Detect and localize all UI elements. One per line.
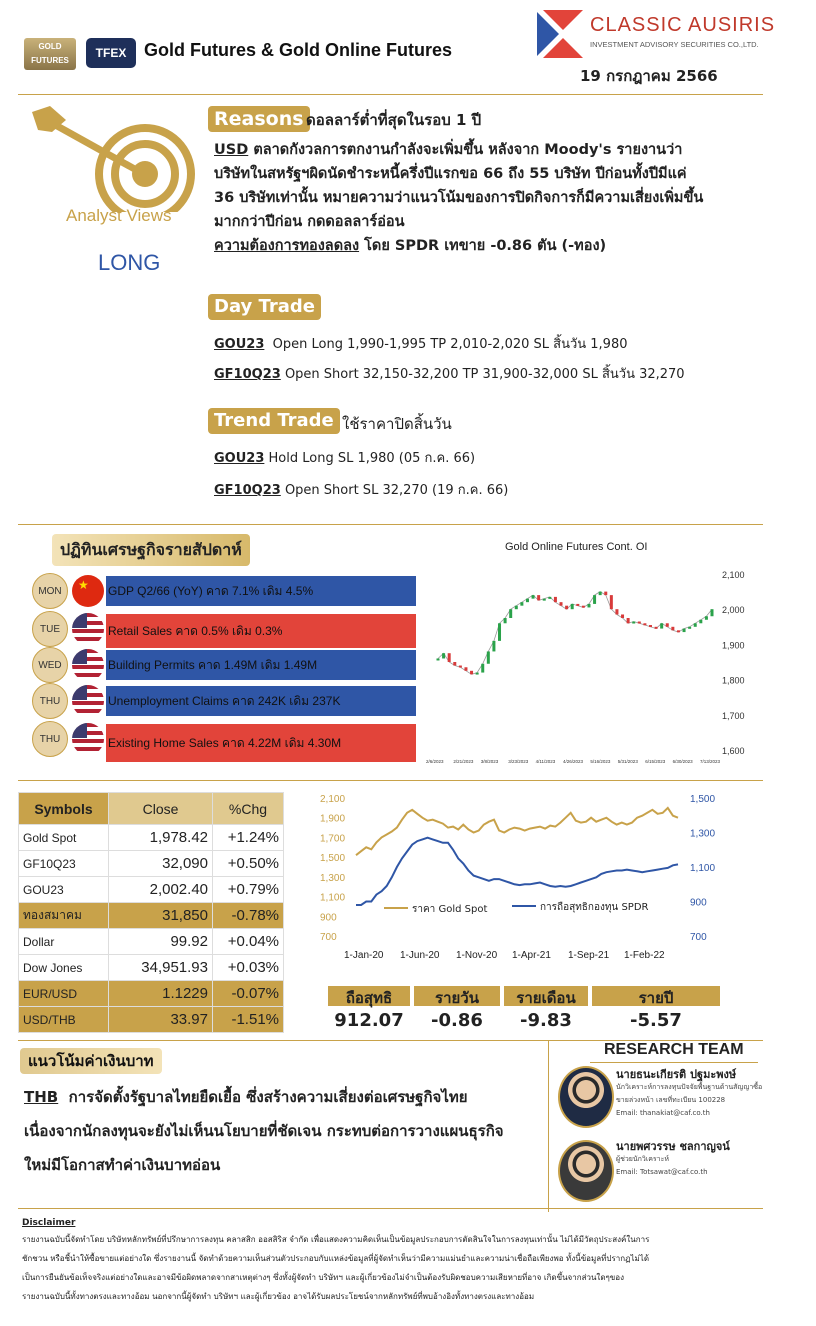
- us-flag-icon: [72, 649, 104, 681]
- gold-futures-logo: [24, 38, 76, 70]
- cell-close: 99.92: [109, 929, 213, 955]
- candle: [532, 595, 535, 599]
- cell-sym: GOU23: [19, 877, 109, 903]
- usd-paragraph: [214, 138, 703, 258]
- section-divider-1: [18, 524, 763, 525]
- cell-chg: +0.03%: [213, 955, 284, 981]
- cell-sym: Dollar: [19, 929, 109, 955]
- y-right-tick-label: 700: [690, 932, 707, 943]
- analyst-views-label: Analyst Views: [66, 206, 172, 225]
- candle: [492, 641, 495, 652]
- y-tick-label: 1,900: [722, 640, 745, 651]
- y-right-tick-label: 1,500: [690, 794, 716, 805]
- candle: [627, 618, 630, 623]
- candle: [442, 653, 445, 658]
- candle: [543, 599, 546, 601]
- cell-close: 31,850: [109, 903, 213, 929]
- event-day-badge: WED: [32, 647, 68, 683]
- calendar-title: ปฏิทินเศรษฐกิจรายสัปดาห์: [52, 534, 250, 566]
- y-left-tick-label: 1,700: [320, 833, 346, 845]
- cell-close: 2,002.40: [109, 877, 213, 903]
- day-trade-2-symbol: GF10Q23: [214, 367, 281, 382]
- candle: [515, 606, 518, 610]
- y-right-tick-label: 1,100: [690, 863, 716, 874]
- y-tick-label: 1,600: [722, 746, 745, 756]
- y-right-tick-label: 1,300: [690, 828, 716, 840]
- candle: [632, 622, 635, 624]
- researcher-1-role-2: ขายล่วงหน้า เลขที่ทะเบียน 100228: [616, 1096, 726, 1104]
- stat-header: รายเดือน: [504, 986, 588, 1006]
- y-left-tick-label: 1,900: [320, 813, 346, 825]
- table-row: [19, 929, 284, 955]
- oi-chart-title: Gold Online Futures Cont. OI: [505, 541, 648, 553]
- event-day-badge: THU: [32, 721, 68, 757]
- us-flag-icon: [72, 613, 104, 645]
- candle: [587, 604, 590, 608]
- section-divider-4: [18, 1208, 763, 1209]
- china-flag-icon: ★: [72, 575, 104, 607]
- usd-text-1: ตลาดกังวลการตกงานกำลังจะเพิ่มขึ้น หลังจาก Moody's รายงานว่า: [253, 142, 683, 158]
- baht-label: THB: [24, 1088, 59, 1106]
- candle: [526, 599, 529, 603]
- research-title: RESEARCH TEAM: [604, 1041, 744, 1058]
- candle: [683, 629, 686, 633]
- researcher-1-email: Email: thanakiat@caf.co.th: [616, 1109, 710, 1117]
- baht-text-3: ใหม่มีโอกาสทำค่าเงินบาทอ่อน: [24, 1156, 221, 1174]
- x-tick-label: 1-Feb-22: [624, 950, 665, 961]
- candle: [694, 623, 697, 627]
- us-flag-icon: [72, 685, 104, 717]
- candle: [554, 597, 557, 602]
- demand-text: โดย SPDR เทขาย -0.86 ตัน (-ทอง): [364, 238, 607, 254]
- series-line: [438, 592, 712, 675]
- cell-close: 1.1229: [109, 981, 213, 1007]
- cell-sym: Dow Jones: [19, 955, 109, 981]
- candle: [711, 609, 714, 616]
- candle: [565, 606, 568, 610]
- event-item: Existing Home Sales คาด 4.22M เดิม 4.30M: [106, 724, 416, 762]
- cell-chg: -1.51%: [213, 1007, 284, 1033]
- cell-chg: +1.24%: [213, 825, 284, 851]
- researcher-2: [616, 1140, 730, 1179]
- y-left-tick-label: 2,100: [320, 794, 346, 805]
- tfex-logo: [86, 38, 136, 68]
- candle: [677, 630, 680, 632]
- usd-text-4: มากกว่าปีก่อน กดดอลลาร์อ่อน: [214, 214, 405, 230]
- day-trade-line-2: [214, 363, 685, 384]
- candle: [666, 623, 669, 627]
- gold-spot-line: [356, 808, 678, 855]
- candle: [437, 658, 440, 660]
- section-divider-2: [18, 780, 763, 781]
- stat-value: -0.86: [431, 1010, 483, 1031]
- candle: [487, 651, 490, 663]
- y-tick-label: 2,100: [722, 570, 745, 580]
- tfex-logo-text: TFEX: [95, 46, 127, 60]
- cell-sym: EUR/USD: [19, 981, 109, 1007]
- cell-sym: GF10Q23: [19, 851, 109, 877]
- table-row: [19, 851, 284, 877]
- y-left-tick-label: 1,100: [320, 892, 346, 904]
- candle: [688, 627, 691, 629]
- baht-text-2: เนื่องจากนักลงทุนจะยังไม่เห็นนโยบายที่ชัดเจน กระทบต่อการวางแผนธุรกิจ: [24, 1122, 504, 1140]
- candle: [476, 673, 479, 675]
- y-tick-label: 1,700: [722, 710, 745, 721]
- stat-value: -5.57: [630, 1010, 682, 1031]
- candle: [498, 623, 501, 641]
- y-left-tick-label: 1,300: [320, 872, 346, 884]
- x-tick-label: 1-Jan-20: [344, 950, 384, 961]
- avatar: [558, 1066, 614, 1128]
- candle: [660, 623, 663, 628]
- day-trade-line-1: [214, 333, 628, 354]
- event-item: GDP Q2/66 (YoY) คาด 7.1% เดิม 4.5%: [106, 576, 416, 606]
- brand-name: CLASSIC AUSIRIS: [590, 14, 776, 36]
- candle: [621, 614, 624, 618]
- candle: [453, 662, 456, 666]
- x-tick-label: 5/31/2023: [617, 759, 638, 764]
- trend-trade-note: ใช้ราคาปิดสิ้นวัน: [342, 415, 452, 433]
- candle: [470, 671, 473, 675]
- researcher-1: [616, 1068, 762, 1120]
- trend-trade-line-2: [214, 479, 508, 500]
- us-flag-icon: [72, 723, 104, 755]
- y-tick-label: 2,000: [722, 605, 745, 616]
- day-trade-1-symbol: GOU23: [214, 337, 265, 352]
- demand-label: ความต้องการทองลดลง: [214, 238, 360, 254]
- x-tick-label: 2/6/2023: [426, 759, 444, 764]
- usd-text-2: บริษัทในสหรัฐฯผิดนัดชำระหนี้ครึ่งปีแรกขอ 66 ถึง 55 บริษัท ปีก่อนทั้งปีมีแค่: [214, 166, 687, 182]
- researcher-1-role: นักวิเคราะห์การลงทุนปัจจัยพื้นฐานด้านสัญญาซื้อ: [616, 1083, 763, 1091]
- candle: [643, 623, 646, 625]
- event-item: Unemployment Claims คาด 242K เดิม 237K: [106, 686, 416, 716]
- x-tick-label: 1-Nov-20: [456, 950, 498, 961]
- reasons-badge: Reasons: [208, 106, 310, 132]
- header-close: Close: [109, 793, 213, 825]
- x-tick-label: 5/16/2023: [590, 759, 611, 764]
- event-day-badge: MON: [32, 573, 68, 609]
- x-tick-label: 3/23/2023: [508, 759, 529, 764]
- disclaimer-title: Disclaimer: [22, 1218, 76, 1228]
- trend-trade-badge: Trend Trade: [208, 408, 340, 434]
- stat-header: รายวัน: [414, 986, 500, 1006]
- stat-value: 912.07: [334, 1010, 404, 1031]
- research-title-underline: [590, 1062, 758, 1063]
- header-symbols: Symbols: [19, 793, 109, 825]
- candle: [537, 595, 540, 600]
- trend-trade-1-symbol: GOU23: [214, 451, 265, 466]
- trend-trade-1-text: Hold Long SL 1,980 (05 ก.ค. 66): [268, 451, 476, 466]
- candle: [699, 620, 702, 624]
- candle: [548, 597, 551, 599]
- avatar: [558, 1140, 614, 1202]
- disclaimer: [22, 1216, 802, 1306]
- disclaimer-line-2: ชักชวน หรือชี้นำให้ซื้อขายแต่อย่างใด ซึ่งรายงานนี้ จัดทำด้วยความเห็นส่วนตัวประกอบกับแหล่งข้อมูลที่ผู้จัดทำเห็นว่ามีความแม่นยำและความน่าเชื่อถือเพียงพอ ทั้งนี้ข้อมูลที่ปรากฏไม่ได้: [22, 1254, 650, 1263]
- x-tick-label: 6/30/2023: [672, 759, 693, 764]
- y-right-tick-label: 900: [690, 897, 707, 909]
- candle: [610, 595, 613, 609]
- y-left-tick-label: 900: [320, 912, 337, 924]
- day-trade-badge: Day Trade: [208, 294, 321, 320]
- candle: [448, 653, 451, 662]
- candle: [615, 609, 618, 614]
- x-tick-label: 6/15/2023: [645, 759, 666, 764]
- table-row: [19, 825, 284, 851]
- researcher-2-role: ผู้ช่วยนักวิเคราะห์: [616, 1155, 669, 1163]
- candle: [571, 604, 574, 609]
- research-divider: [548, 1040, 549, 1212]
- candle: [638, 622, 641, 624]
- candle: [464, 667, 467, 671]
- spdr-chart: [318, 786, 728, 966]
- day-trade-2-text: Open Short 32,150-32,200 TP 31,900-32,000 SL สิ้นวัน 32,270: [284, 367, 685, 382]
- table-row: [19, 981, 284, 1007]
- x-tick-label: 4/11/2023: [535, 759, 556, 764]
- spdr-holdings-line: [356, 838, 678, 905]
- candle: [576, 604, 579, 606]
- candle: [582, 606, 585, 608]
- oi-chart: [420, 560, 760, 770]
- candle: [705, 616, 708, 620]
- x-tick-label: 3/8/2023: [480, 759, 499, 764]
- day-trade-1-text: Open Long 1,990-1,995 TP 2,010-2,020 SL สิ้นวัน 1,980: [272, 337, 628, 352]
- page-title: Gold Futures & Gold Online Futures: [144, 40, 453, 60]
- cell-close: 32,090: [109, 851, 213, 877]
- header-chg: %Chg: [213, 793, 284, 825]
- researcher-2-name: นายพศวรรษ ชลกาญจน์: [616, 1140, 730, 1153]
- table-row: [19, 955, 284, 981]
- brand-subtitle: INVESTMENT ADVISORY SECURITIES CO.,LTD.: [590, 40, 759, 49]
- trend-trade-2-text: Open Short SL 32,270 (19 ก.ค. 66): [284, 483, 509, 498]
- trend-trade-line-1: [214, 447, 475, 468]
- stat-header: รายปี: [592, 986, 720, 1006]
- candle: [520, 602, 523, 606]
- y-tick-label: 1,800: [722, 675, 745, 686]
- cell-close: 1,978.42: [109, 825, 213, 851]
- cell-chg: +0.50%: [213, 851, 284, 877]
- x-tick-label: 7/13/2023: [700, 759, 721, 764]
- event-day-badge: THU: [32, 683, 68, 719]
- y-left-tick-label: 700: [320, 932, 337, 943]
- candle: [560, 602, 563, 606]
- cell-chg: -0.78%: [213, 903, 284, 929]
- candle: [459, 666, 462, 668]
- baht-paragraph: [24, 1080, 504, 1182]
- cell-close: 33.97: [109, 1007, 213, 1033]
- candle: [593, 595, 596, 604]
- gold-futures-logo-text: GOLD FUTURES: [31, 42, 69, 65]
- usd-label: USD: [214, 142, 249, 158]
- analyst-view-value: LONG: [98, 250, 161, 275]
- baht-text-1: การจัดตั้งรัฐบาลไทยยืดเยื้อ ซึ่งสร้างความเสี่ยงต่อเศรษฐกิจไทย: [68, 1088, 468, 1106]
- legend-label: การถือสุทธิกองทุน SPDR: [540, 902, 649, 913]
- cell-sym: ทองสมาคม: [19, 903, 109, 929]
- header-divider: [18, 94, 763, 95]
- cell-close: 34,951.93: [109, 955, 213, 981]
- candle: [671, 627, 674, 631]
- table-row: [19, 903, 284, 929]
- report-date: 19 กรกฎาคม 2566: [580, 67, 718, 85]
- candle: [504, 618, 507, 623]
- legend-label: ราคา Gold Spot: [412, 904, 488, 915]
- cell-chg: +0.04%: [213, 929, 284, 955]
- symbols-table: [18, 792, 284, 1033]
- cell-sym: Gold Spot: [19, 825, 109, 851]
- x-tick-label: 1-Sep-21: [568, 950, 610, 961]
- candle: [604, 592, 607, 596]
- researcher-2-email: Email: Totsawat@caf.co.th: [616, 1168, 708, 1176]
- event-item: Building Permits คาด 1.49M เดิม 1.49M: [106, 650, 416, 680]
- disclaimer-line-3: เป็นการยืนยันข้อเท็จจริงแต่อย่างใดและอาจมีข้อผิดพลาดจากสาเหตุต่างๆ ซึ่งทั้งผู้จัดทำ บริษัทฯ และผู้เกี่ยวข้องไม่จำเป็นต้องรับผิดชอบความเสียหายที่อาจ เกิดขึ้นจากส่วนใดๆของ: [22, 1273, 624, 1282]
- cell-sym: USD/THB: [19, 1007, 109, 1033]
- candle: [649, 625, 652, 627]
- stat-value: -9.83: [520, 1010, 572, 1031]
- y-left-tick-label: 1,500: [320, 853, 346, 865]
- classic-ausiris-logo-icon: [537, 10, 583, 58]
- x-tick-label: 1-Apr-21: [512, 950, 551, 961]
- disclaimer-line-4: รายงานฉบับนี้ทั้งทางตรงและทางอ้อม นอกจากนี้ผู้จัดทำ บริษัทฯ และผู้เกี่ยวข้อง อาจได้รับผลประโยชน์จากหลักทรัพย์ที่พบอ้างอิงทั้งทางตรงและทางอ้อม: [22, 1292, 535, 1301]
- target-arrow-icon: [30, 102, 200, 212]
- candle: [509, 609, 512, 618]
- disclaimer-line-1: รายงานฉบับนี้จัดทำโดย บริษัทหลักทรัพย์ที่ปรึกษาการลงทุน คลาสสิก ออสสิริส จำกัด เพื่อแสดงความคิดเห็นเป็นข้อมูลประกอบการตัดสินใจในการลงทุนเท่านั้น ไม่ได้มีวัตถุประสงค์ในการ: [22, 1235, 650, 1244]
- candle: [655, 627, 658, 629]
- x-tick-label: 2/21/2023: [453, 759, 474, 764]
- x-tick-label: 1-Jun-20: [400, 950, 440, 961]
- candle: [481, 664, 484, 673]
- usd-text-3: 36 บริษัทเท่านั้น หมายความว่าแนวโน้มของการปิดกิจการก็มีความเสี่ยงเพิ่มขึ้น: [214, 190, 704, 206]
- event-item: Retail Sales คาด 0.5% เดิม 0.3%: [106, 614, 416, 648]
- researcher-1-name: นายธนะเกียรติ ปฐมะพงษ์: [616, 1068, 737, 1081]
- x-tick-label: 4/26/2023: [563, 759, 584, 764]
- cell-chg: +0.79%: [213, 877, 284, 903]
- candle: [599, 592, 602, 596]
- table-row: [19, 877, 284, 903]
- cell-chg: -0.07%: [213, 981, 284, 1007]
- baht-title: แนวโน้มค่าเงินบาท: [20, 1048, 162, 1074]
- stat-header: ถือสุทธิ: [328, 986, 410, 1006]
- event-day-badge: TUE: [32, 611, 68, 647]
- table-row: [19, 1007, 284, 1033]
- reasons-headline: ดอลลาร์ต่ำที่สุดในรอบ 1 ปี: [306, 111, 482, 129]
- trend-trade-2-symbol: GF10Q23: [214, 483, 281, 498]
